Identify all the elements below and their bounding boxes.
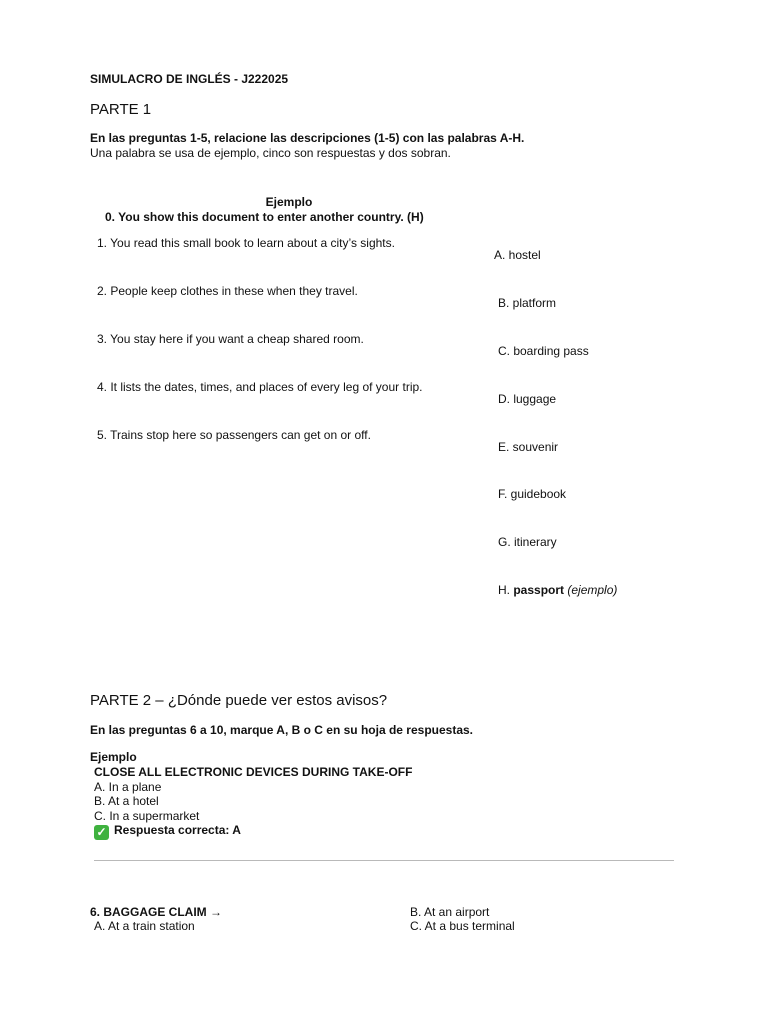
part1-title: PARTE 1	[90, 101, 152, 118]
part1-example-label: Ejemplo	[265, 195, 313, 209]
part2-title: PARTE 2 – ¿Dónde puede ver estos avisos?	[90, 692, 388, 709]
part1-example-text: 0. You show this document to enter another country. (H)	[105, 210, 424, 224]
part2-example-sign: CLOSE ALL ELECTRONIC DEVICES DURING TAKE-OFF	[94, 765, 413, 779]
option-g: G. itinerary	[498, 535, 557, 549]
option-b: B. platform	[498, 296, 557, 310]
document-title: SIMULACRO DE INGLÉS - J222025	[90, 72, 289, 86]
option-c: C. boarding pass	[498, 344, 589, 358]
part2-instruction: En las preguntas 6 a 10, marque A, B o C en su hoja de respuestas.	[90, 723, 474, 737]
option-h-prefix: H.	[498, 583, 514, 597]
question-6-option-b: B. At an airport	[410, 905, 490, 919]
option-a: A. hostel	[494, 248, 541, 262]
option-h	[498, 583, 617, 597]
option-f: F. guidebook	[498, 487, 567, 501]
example-option-b: B. At a hotel	[94, 794, 159, 808]
option-e: E. souvenir	[498, 440, 559, 454]
question-2: 2. People keep clothes in these when they travel.	[97, 284, 358, 298]
option-h-word: passport	[513, 583, 565, 597]
example-option-c: C. In a supermarket	[94, 809, 200, 823]
check-mark-icon: ✓	[94, 825, 109, 840]
option-h-note: (ejemplo)	[567, 583, 618, 597]
question-6-option-c: C. At a bus terminal	[410, 919, 515, 933]
question-4: 4. It lists the dates, times, and places of every leg of your trip.	[97, 380, 423, 394]
part1-instruction: Una palabra se usa de ejemplo, cinco son respuestas y dos sobran.	[90, 146, 451, 160]
part2-example-label: Ejemplo	[90, 750, 137, 764]
question-5: 5. Trains stop here so passengers can get on or off.	[97, 428, 371, 442]
question-3: 3. You stay here if you want a cheap shared room.	[97, 332, 364, 346]
part1-instruction-bold: En las preguntas 1-5, relacione las descripciones (1-5) con las palabras A-H.	[90, 131, 525, 145]
question-6-sign: 6. BAGGAGE CLAIM →	[90, 905, 223, 919]
question-6-option-a: A. At a train station	[94, 919, 195, 933]
example-option-a: A. In a plane	[94, 780, 162, 794]
divider	[94, 860, 674, 861]
question-1: 1. You read this small book to learn about a city’s sights.	[97, 236, 395, 250]
correct-answer-line	[94, 823, 241, 840]
correct-answer-text: Respuesta correcta: A	[114, 823, 241, 837]
option-d: D. luggage	[498, 392, 557, 406]
